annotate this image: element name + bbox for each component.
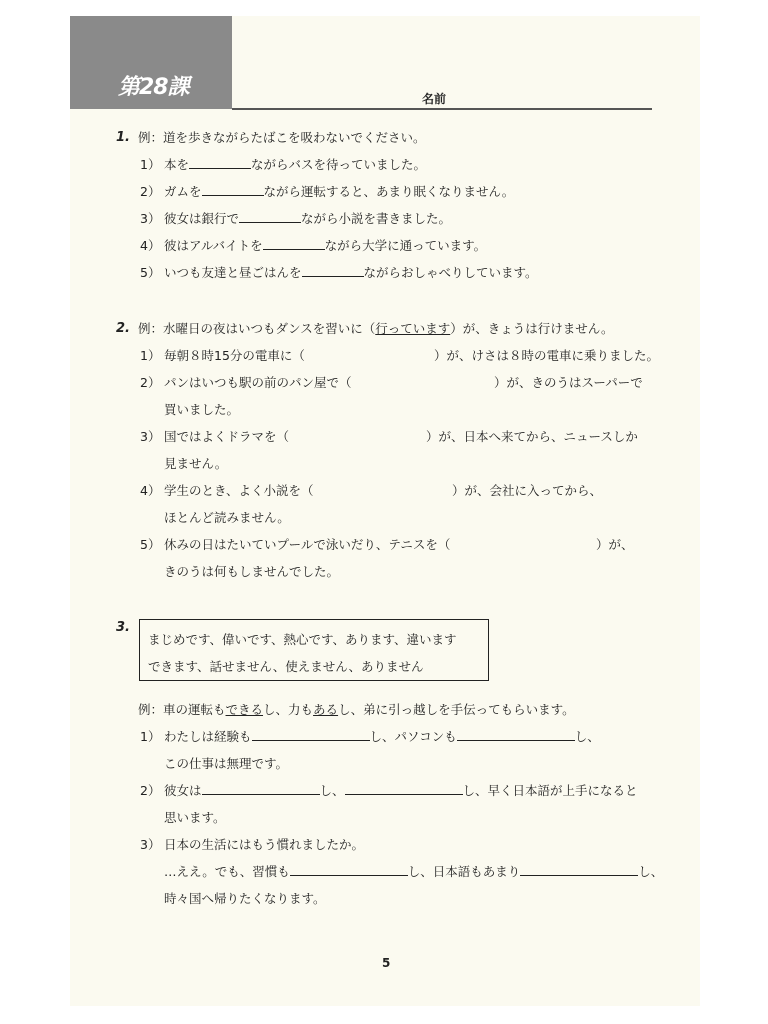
item-number: 2） — [140, 184, 161, 199]
section-1-item-1 — [140, 157, 426, 173]
section-1-item-5 — [140, 265, 538, 281]
section-2-item-1-rest: ）が、けさは８時の電車に乗りました。 — [434, 348, 660, 363]
section-2-number: 2. — [116, 321, 130, 336]
item-text: いつも友達と昼ごはんを — [164, 265, 302, 280]
section-3-number: 3. — [116, 620, 130, 635]
section-3-item-1 — [140, 729, 600, 745]
section-3-item-2 — [140, 783, 638, 799]
section-2-item-3-line2: 見ません。 — [164, 456, 228, 471]
item-text: 彼はアルバイトを — [164, 238, 263, 253]
page-number: 5 — [382, 956, 391, 970]
example-answer: できる — [225, 702, 264, 717]
section-3-item-3-line3: 時々国へ帰りたくなります。 — [164, 891, 326, 906]
item-text: 学生のとき、よく小説を（ — [164, 483, 314, 498]
section-2-item-4-line2: ほとんど読みません。 — [164, 510, 290, 525]
item-text: 彼女は — [164, 783, 202, 798]
answer-blank[interactable] — [302, 265, 364, 277]
section-2-item-3-rest: ）が、日本へ来てから、ニュースしか — [426, 429, 638, 444]
item-text: し、早く日本語が上手になると — [462, 783, 638, 798]
answer-blank[interactable] — [252, 729, 370, 741]
section-2-item-1 — [140, 348, 305, 364]
section-1-example: 例：道を歩きながらたばこを吸わないでください。 — [138, 130, 426, 145]
item-text: し、パソコンも — [369, 729, 457, 744]
section-2-item-5-line2: きのうは何もしませんでした。 — [164, 564, 340, 579]
section-3-item-1-line2: この仕事は無理です。 — [164, 756, 289, 771]
section-2-item-2 — [140, 375, 352, 391]
item-text: し、 — [574, 729, 600, 744]
item-number: 2） — [140, 375, 161, 390]
section-1-item-3 — [140, 211, 451, 227]
example-text: 例：車の運転も — [138, 702, 226, 717]
item-text: 日本の生活にはもう慣れましたか。 — [164, 837, 365, 852]
answer-blank[interactable] — [520, 864, 638, 876]
example-text: ）が、きょうは行けません。 — [450, 321, 614, 336]
section-3-item-3 — [140, 837, 364, 853]
section-1-item-2 — [140, 184, 514, 200]
item-text: ながら大学に通っています。 — [324, 238, 487, 253]
section-3-example — [138, 702, 575, 718]
answer-blank[interactable] — [239, 211, 301, 223]
item-number: 3） — [140, 429, 161, 444]
section-2-item-4 — [140, 483, 314, 499]
section-1-item-4 — [140, 238, 486, 254]
item-text: …ええ。でも、習慣も — [164, 864, 290, 879]
section-2-item-5-rest: ）が、 — [596, 537, 634, 552]
item-text: 国ではよくドラマを（ — [164, 429, 290, 444]
item-number: 3） — [140, 837, 161, 852]
item-text: パンはいつも駅の前のパン屋で（ — [164, 375, 352, 390]
item-number: 5） — [140, 265, 161, 280]
item-text: ながら小説を書きました。 — [301, 211, 452, 226]
name-line — [232, 108, 652, 110]
section-2-item-4-rest: ）が、会社に入ってから、 — [452, 483, 603, 498]
item-number: 1） — [140, 348, 161, 363]
answer-blank[interactable] — [202, 783, 320, 795]
item-text: ガムを — [164, 184, 202, 199]
item-number: 1） — [140, 157, 161, 172]
item-text: 彼女は銀行で — [164, 211, 240, 226]
item-number: 4） — [140, 238, 161, 253]
section-3-item-3-line2 — [164, 864, 663, 880]
item-text: ながらおしゃべりしています。 — [363, 265, 538, 280]
example-text: し、力も — [263, 702, 314, 717]
item-text: 毎朝８時15分の電車に（ — [164, 348, 305, 363]
answer-blank[interactable] — [263, 238, 325, 250]
section-2-item-3 — [140, 429, 289, 445]
answer-blank[interactable] — [457, 729, 575, 741]
item-text: 本を — [164, 157, 190, 172]
word-choices-line-2: できます、話せません、使えません、ありません — [148, 659, 424, 674]
example-answer: 行っています — [375, 321, 451, 336]
item-number: 1） — [140, 729, 161, 744]
example-text: し、弟に引っ越しを手伝ってもらいます。 — [338, 702, 575, 717]
item-number: 2） — [140, 783, 161, 798]
workbook-page — [70, 16, 700, 1006]
item-number: 5） — [140, 537, 161, 552]
section-1-number: 1. — [116, 130, 130, 145]
section-2-item-5 — [140, 537, 450, 553]
lesson-title: 第28課 — [118, 75, 189, 100]
answer-blank[interactable] — [202, 184, 264, 196]
item-number: 3） — [140, 211, 161, 226]
example-text: 例：水曜日の夜はいつもダンスを習いに（ — [138, 321, 376, 336]
section-2-item-2-rest: ）が、きのうはスーパーで — [494, 375, 643, 390]
item-text: ながら運転すると、あまり眠くなりません。 — [263, 184, 515, 199]
word-choice-box — [139, 619, 489, 681]
answer-blank[interactable] — [290, 864, 408, 876]
item-text: し、 — [638, 864, 664, 879]
item-text: し、日本語もあまり — [407, 864, 521, 879]
section-2-example — [138, 321, 614, 337]
answer-blank[interactable] — [189, 157, 251, 169]
item-text: ながらバスを待っていました。 — [251, 157, 427, 172]
example-answer: ある — [313, 702, 339, 717]
item-text: 休みの日はたいていプールで泳いだり、テニスを（ — [164, 537, 451, 552]
item-text: わたしは経験も — [164, 729, 252, 744]
section-2-item-2-line2: 買いました。 — [164, 402, 240, 417]
section-3-item-2-line2: 思います。 — [164, 810, 226, 825]
name-label: 名前 — [422, 92, 447, 106]
item-number: 4） — [140, 483, 161, 498]
item-text: し、 — [319, 783, 345, 798]
answer-blank[interactable] — [345, 783, 463, 795]
word-choices-line-1: まじめです、偉いです、熱心です、あります、違います — [148, 632, 457, 647]
